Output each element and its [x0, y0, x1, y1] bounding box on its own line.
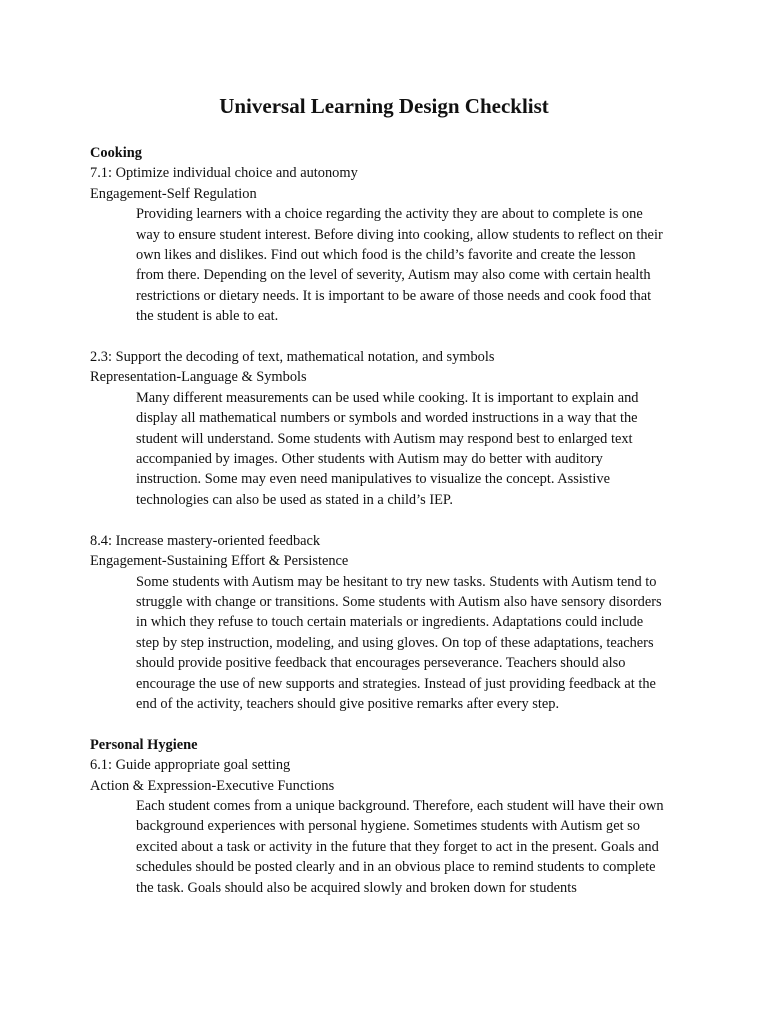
item-paragraph: Some students with Autism may be hesitant to try new tasks. Students with Autism tend to struggle with change or transitions. Some students with Autism also have sensory disorders in which they refuse to touch certain materials or ingredients. Adaptations could include step by step instruction, modeling, and using gloves. On top of these adaptations, teachers should provide positive feedback that encourages perseverance. Teachers should also encourage the use of new supports and strategies. Instead of just providing feedback at the end of the activity, teachers should give positive remarks after every step.	[136, 573, 662, 712]
document-title: Universal Learning Design Checklist	[219, 94, 549, 118]
spacer	[90, 510, 690, 530]
checklist-item	[90, 755, 690, 898]
category-line: Action & Expression-Executive Functions	[90, 777, 335, 794]
checklist-item	[90, 531, 690, 715]
section-heading: Cooking	[90, 145, 142, 161]
guideline-line: 2.3: Support the decoding of text, mathematical notation, and symbols	[90, 349, 495, 366]
item-paragraph: Many different measurements can be used while cooking. It is important to explain and display all mathematical numbers or symbols and worded instructions in a way that the student will understand. Some students with Autism may respond best to enlarged text accompanied by images. Other students with Autism may do better with auditory instruction. Some may even need manipulatives to visualize the concept. Assistive technologies can also be used as stated in a child’s IEP.	[136, 389, 639, 508]
checklist-item	[90, 163, 690, 326]
category-line: Engagement-Sustaining Effort & Persistence	[90, 553, 349, 570]
section-heading: Personal Hygiene	[90, 736, 198, 753]
guideline-line: 7.1: Optimize individual choice and autonomy	[90, 165, 358, 182]
checklist-item	[90, 347, 690, 510]
spacer	[90, 714, 690, 734]
category-line: Representation-Language & Symbols	[90, 369, 307, 386]
section-cooking	[90, 143, 690, 714]
item-paragraph: Each student comes from a unique background. Therefore, each student will have their own background experiences with personal hygiene. Sometimes students with Autism get so excited about a task or activity in the future that they forget to act in the present. Goals and schedules should be posted clearly and in an obvious place to remind students to complete the task. Goals should also be acquired slowly and broken down for students	[136, 797, 664, 896]
category-line: Engagement-Self Regulation	[90, 185, 257, 202]
guideline-line: 8.4: Increase mastery-oriented feedback	[90, 532, 321, 549]
section-personal-hygiene	[90, 735, 690, 898]
item-paragraph: Providing learners with a choice regarding the activity they are about to complete is one way to ensure student interest. Before diving into cooking, allow students to reflect on their own likes and dislikes. Find out which food is the child’s favorite and create the lesson from there. Depending on the level of severity, Autism may also come with certain health restrictions or dietary needs. It is important to be aware of those needs and cook food that the student is able to eat.	[136, 206, 663, 325]
document-body	[90, 143, 690, 898]
spacer	[90, 327, 690, 347]
guideline-line: 6.1: Guide appropriate goal setting	[90, 757, 291, 774]
